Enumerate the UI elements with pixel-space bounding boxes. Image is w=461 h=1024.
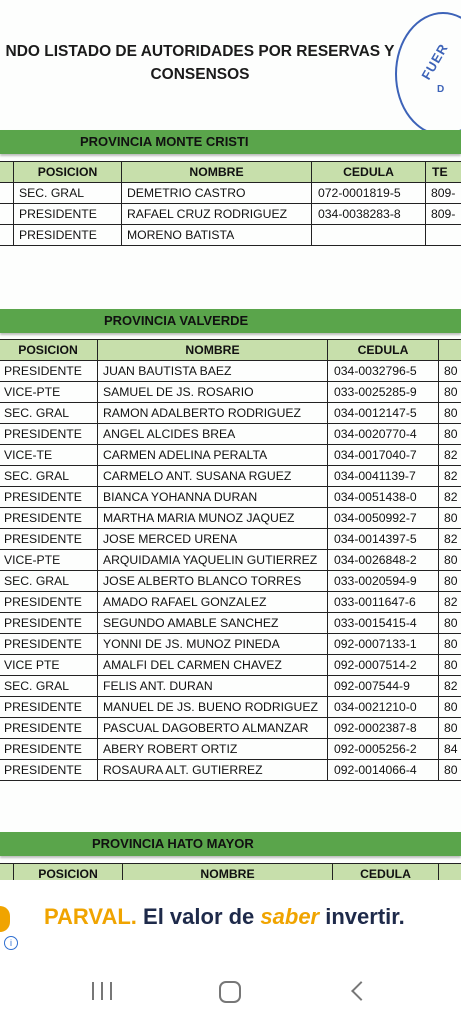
cell-nombre: FELIS ANT. DURAN xyxy=(98,676,328,697)
header-nombre: NOMBRE xyxy=(98,340,328,361)
table-row xyxy=(0,424,461,445)
header-blank xyxy=(0,864,14,881)
seal-text-2: D xyxy=(437,84,446,95)
table-row xyxy=(0,613,461,634)
table-row xyxy=(0,655,461,676)
cell-telefono: 80 xyxy=(439,508,461,529)
cell-nombre: RAMON ADALBERTO RODRIGUEZ xyxy=(98,403,328,424)
cell-posicion: PRESIDENTE xyxy=(0,697,98,718)
cell-cedula: 092-007544-9 xyxy=(328,676,439,697)
table-row xyxy=(0,204,461,225)
table-row xyxy=(0,760,461,781)
cell-nombre: AMALFI DEL CARMEN CHAVEZ xyxy=(98,655,328,676)
cell-telefono: 80 xyxy=(439,424,461,445)
cell-cedula: 092-0005256-2 xyxy=(328,739,439,760)
table-header-row xyxy=(0,162,461,183)
ad-logo-mark xyxy=(0,906,10,932)
document-heading xyxy=(0,40,400,86)
recent-apps-icon[interactable] xyxy=(72,976,132,1008)
header-telefono xyxy=(439,340,461,361)
cell-nombre: SEGUNDO AMABLE SANCHEZ xyxy=(98,613,328,634)
cell-posicion: PRESIDENTE xyxy=(0,634,98,655)
header-cedula: CEDULA xyxy=(333,864,439,881)
province-header-hato-mayor xyxy=(0,832,461,856)
cell-blank xyxy=(0,204,14,225)
cell-cedula: 034-0021210-0 xyxy=(328,697,439,718)
stamp-seal xyxy=(395,12,461,136)
cell-posicion: SEC. GRAL xyxy=(0,676,98,697)
cell-telefono: 80 xyxy=(439,571,461,592)
table-row xyxy=(0,445,461,466)
header-posicion: POSICION xyxy=(0,340,98,361)
cell-posicion: PRESIDENTE xyxy=(0,529,98,550)
province-header-valverde xyxy=(0,309,461,333)
back-icon[interactable] xyxy=(334,976,394,1008)
cell-posicion: PRESIDENTE xyxy=(0,508,98,529)
cell-blank xyxy=(0,183,14,204)
cell-telefono: 80 xyxy=(439,382,461,403)
cell-posicion: PRESIDENTE xyxy=(0,592,98,613)
table-row xyxy=(0,487,461,508)
cell-telefono: 82 xyxy=(439,487,461,508)
cell-telefono: 80 xyxy=(439,361,461,382)
cell-cedula: 033-0015415-4 xyxy=(328,613,439,634)
cell-telefono: 84 xyxy=(439,739,461,760)
cell-posicion: VICE-TE xyxy=(0,445,98,466)
table-row xyxy=(0,508,461,529)
table-row xyxy=(0,225,461,246)
cell-telefono: 82 xyxy=(439,445,461,466)
table-row xyxy=(0,550,461,571)
header-telefono: TE xyxy=(426,162,461,183)
cell-cedula xyxy=(312,225,426,246)
header-posicion: POSICION xyxy=(14,162,122,183)
ad-text-a: El valor de xyxy=(136,904,261,929)
header-telefono xyxy=(439,864,461,881)
cell-telefono: 82 xyxy=(439,592,461,613)
table-row xyxy=(0,718,461,739)
cell-telefono: 80 xyxy=(439,697,461,718)
cell-nombre: CARMEN ADELINA PERALTA xyxy=(98,445,328,466)
table-row xyxy=(0,466,461,487)
cell-nombre: SAMUEL DE JS. ROSARIO xyxy=(98,382,328,403)
province-title: PROVINCIA VALVERDE xyxy=(104,313,249,328)
cell-cedula: 033-0025285-9 xyxy=(328,382,439,403)
cell-nombre: JOSE MERCED URENA xyxy=(98,529,328,550)
cell-cedula: 034-0020770-4 xyxy=(328,424,439,445)
cell-telefono: 80 xyxy=(439,634,461,655)
ad-text[interactable] xyxy=(44,904,405,930)
table-row xyxy=(0,634,461,655)
cell-posicion: SEC. GRAL xyxy=(14,183,122,204)
table-row xyxy=(0,592,461,613)
cell-cedula: 033-0020594-9 xyxy=(328,571,439,592)
cell-cedula: 092-0007133-1 xyxy=(328,634,439,655)
cell-cedula: 034-0032796-5 xyxy=(328,361,439,382)
table-row xyxy=(0,382,461,403)
cell-nombre: ABERY ROBERT ORTIZ xyxy=(98,739,328,760)
seal-text: FUER xyxy=(418,40,452,83)
cell-telefono: 809- xyxy=(426,204,461,225)
cell-cedula: 034-0026848-2 xyxy=(328,550,439,571)
cell-cedula: 034-0051438-0 xyxy=(328,487,439,508)
header-cedula: CEDULA xyxy=(312,162,426,183)
info-icon[interactable]: i xyxy=(4,936,18,950)
table-row xyxy=(0,183,461,204)
cell-posicion: PRESIDENTE xyxy=(0,487,98,508)
ad-banner[interactable] xyxy=(0,884,461,962)
cell-nombre: MANUEL DE JS. BUENO RODRIGUEZ xyxy=(98,697,328,718)
monte-cristi-table xyxy=(0,161,461,246)
heading-line-2: CONSENSOS xyxy=(150,66,250,83)
cell-posicion: PRESIDENTE xyxy=(0,718,98,739)
ad-text-b: invertir. xyxy=(319,904,405,929)
table-row xyxy=(0,403,461,424)
cell-nombre: MARTHA MARIA MUNOZ JAQUEZ xyxy=(98,508,328,529)
province-title: PROVINCIA MONTE CRISTI xyxy=(80,134,249,149)
cell-nombre: PASCUAL DAGOBERTO ALMANZAR xyxy=(98,718,328,739)
table-row xyxy=(0,571,461,592)
province-header-monte-cristi xyxy=(0,130,461,154)
header-blank xyxy=(0,162,14,183)
table-row xyxy=(0,697,461,718)
cell-nombre: JUAN BAUTISTA BAEZ xyxy=(98,361,328,382)
cell-nombre: YONNI DE JS. MUNOZ PINEDA xyxy=(98,634,328,655)
cell-telefono: 80 xyxy=(439,403,461,424)
cell-cedula: 092-0007514-2 xyxy=(328,655,439,676)
cell-telefono: 80 xyxy=(439,613,461,634)
cell-nombre: ROSAURA ALT. GUTIERREZ xyxy=(98,760,328,781)
cell-nombre: RAFAEL CRUZ RODRIGUEZ xyxy=(122,204,312,225)
heading-line-1: NDO LISTADO DE AUTORIDADES POR RESERVAS Y xyxy=(5,43,395,60)
cell-nombre: BIANCA YOHANNA DURAN xyxy=(98,487,328,508)
cell-cedula: 034-0050992-7 xyxy=(328,508,439,529)
cell-posicion: VICE PTE xyxy=(0,655,98,676)
table-row xyxy=(0,676,461,697)
cell-telefono: 80 xyxy=(439,550,461,571)
cell-posicion: PRESIDENTE xyxy=(0,760,98,781)
cell-posicion: SEC. GRAL xyxy=(0,571,98,592)
table-row xyxy=(0,739,461,760)
hato-mayor-table xyxy=(0,863,461,880)
table-row xyxy=(0,361,461,382)
cell-telefono: 82 xyxy=(439,529,461,550)
table-row xyxy=(0,529,461,550)
cell-posicion: PRESIDENTE xyxy=(0,739,98,760)
cell-telefono: 80 xyxy=(439,718,461,739)
cell-cedula: 092-0014066-4 xyxy=(328,760,439,781)
cell-posicion: PRESIDENTE xyxy=(0,613,98,634)
header-nombre: NOMBRE xyxy=(122,162,312,183)
home-icon[interactable] xyxy=(200,976,260,1008)
cell-posicion: PRESIDENTE xyxy=(0,424,98,445)
header-nombre: NOMBRE xyxy=(123,864,333,881)
cell-nombre: JOSE ALBERTO BLANCO TORRES xyxy=(98,571,328,592)
cell-telefono: 809- xyxy=(426,183,461,204)
system-nav-bar xyxy=(0,962,461,1024)
cell-telefono: 82 xyxy=(439,676,461,697)
cell-cedula: 034-0017040-7 xyxy=(328,445,439,466)
cell-cedula: 033-0011647-6 xyxy=(328,592,439,613)
valverde-table xyxy=(0,339,461,781)
cell-posicion: PRESIDENTE xyxy=(14,204,122,225)
ad-text-em: saber xyxy=(260,904,320,929)
cell-telefono xyxy=(426,225,461,246)
ad-brand: PARVAL. xyxy=(44,904,137,929)
province-title: PROVINCIA HATO MAYOR xyxy=(92,836,254,851)
cell-posicion: VICE-PTE xyxy=(0,550,98,571)
cell-nombre: AMADO RAFAEL GONZALEZ xyxy=(98,592,328,613)
cell-posicion: SEC. GRAL xyxy=(0,403,98,424)
table-header-row xyxy=(0,864,461,881)
cell-posicion: PRESIDENTE xyxy=(14,225,122,246)
cell-telefono: 82 xyxy=(439,466,461,487)
header-cedula: CEDULA xyxy=(328,340,439,361)
cell-cedula: 092-0002387-8 xyxy=(328,718,439,739)
cell-posicion: VICE-PTE xyxy=(0,382,98,403)
cell-posicion: PRESIDENTE xyxy=(0,361,98,382)
header-posicion: POSICION xyxy=(14,864,123,881)
cell-cedula: 034-0041139-7 xyxy=(328,466,439,487)
cell-nombre: ANGEL ALCIDES BREA xyxy=(98,424,328,445)
cell-nombre: CARMELO ANT. SUSANA RGUEZ xyxy=(98,466,328,487)
cell-blank xyxy=(0,225,14,246)
cell-nombre: DEMETRIO CASTRO xyxy=(122,183,312,204)
cell-nombre: ARQUIDAMIA YAQUELIN GUTIERREZ xyxy=(98,550,328,571)
cell-telefono: 80 xyxy=(439,655,461,676)
cell-cedula: 034-0038283-8 xyxy=(312,204,426,225)
cell-nombre: MORENO BATISTA xyxy=(122,225,312,246)
cell-telefono: 80 xyxy=(439,760,461,781)
cell-cedula: 034-0014397-5 xyxy=(328,529,439,550)
cell-cedula: 072-0001819-5 xyxy=(312,183,426,204)
cell-cedula: 034-0012147-5 xyxy=(328,403,439,424)
cell-posicion: SEC. GRAL xyxy=(0,466,98,487)
table-header-row xyxy=(0,340,461,361)
